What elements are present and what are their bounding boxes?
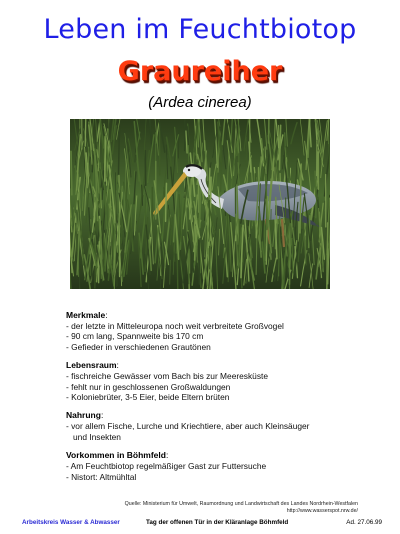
list-item: - der letzte in Mitteleuropa noch weit verbreitete Großvogel: [66, 321, 284, 331]
species-name: Graureiher: [117, 56, 283, 87]
list-item: - fischreiche Gewässer vom Bach bis zur Meeresküste: [66, 371, 269, 382]
latin-name: (Ardea cinerea): [148, 94, 252, 111]
info-sections: [66, 310, 366, 490]
list-item: - vor allem Fische, Lurche und Kriechtiere, aber auch Kleinsäuger: [66, 421, 310, 432]
section-vorkommen: Vorkommen in Böhmfeld: - Am Feuchtbiotop regelmäßiger Gast zur Futtersuche - Nistort: Altmühltal: [66, 450, 366, 482]
footer-date: Ad. 27.06.99: [346, 519, 382, 526]
list-item: - Am Feuchtbiotop regelmäßiger Gast zur Futtersuche: [66, 461, 267, 472]
source-note: [66, 501, 358, 515]
list-item: - 90 cm lang, Spannweite bis 170 cm: [66, 331, 204, 342]
section-heading: Lebensraum: [66, 360, 117, 371]
section-lebensraum: Lebensraum: - fischreiche Gewässer vom Bach bis zur Meeresküste - fehlt nur in geschlossenen Großwaldungen - Koloniebrüter, 3-5 Eier, beide Eltern brüten: [66, 360, 366, 402]
list-item: - Gefieder in verschiedenen Grautönen: [66, 341, 211, 352]
heron-illustration: [70, 119, 330, 289]
list-item: - Nistort: Altmühltal: [66, 471, 137, 482]
section-heading: Vorkommen in Böhmfeld: [66, 450, 166, 461]
list-item: und Insekten: [73, 431, 121, 442]
source-text: Quelle: Ministerium für Umwelt, Raumordnung und Landwirtschaft des Landes Nordrhein-Westfalen: [124, 501, 358, 507]
section-nahrung: Nahrung: - vor allem Fische, Lurche und Kriechtiere, aber auch Kleinsäuger und Insekten: [66, 410, 366, 442]
page-title: Leben im Feuchtbiotop: [43, 14, 357, 45]
source-url[interactable]: http://www.wasserspot.nrw.de/: [286, 508, 358, 514]
list-item: - Koloniebrüter, 3-5 Eier, beide Eltern brüten: [66, 392, 230, 403]
list-item: - fehlt nur in geschlossenen Großwaldungen: [66, 381, 231, 392]
footer-org: Arbeitskreis Wasser & Abwasser: [22, 519, 120, 526]
section-merkmale: Merkmale: - der letzte in Mitteleuropa noch weit verbreitete Großvogel - 90 cm lang, Spannweite bis 170 cm - Gefieder in verschiedenen Grautönen: [66, 310, 366, 352]
section-heading: Nahrung: [66, 410, 101, 421]
section-heading: Merkmale: [66, 310, 106, 320]
heron-photo: [70, 119, 330, 289]
footer-event: Tag der offenen Tür in der Kläranlage Böhmfeld: [146, 519, 289, 526]
